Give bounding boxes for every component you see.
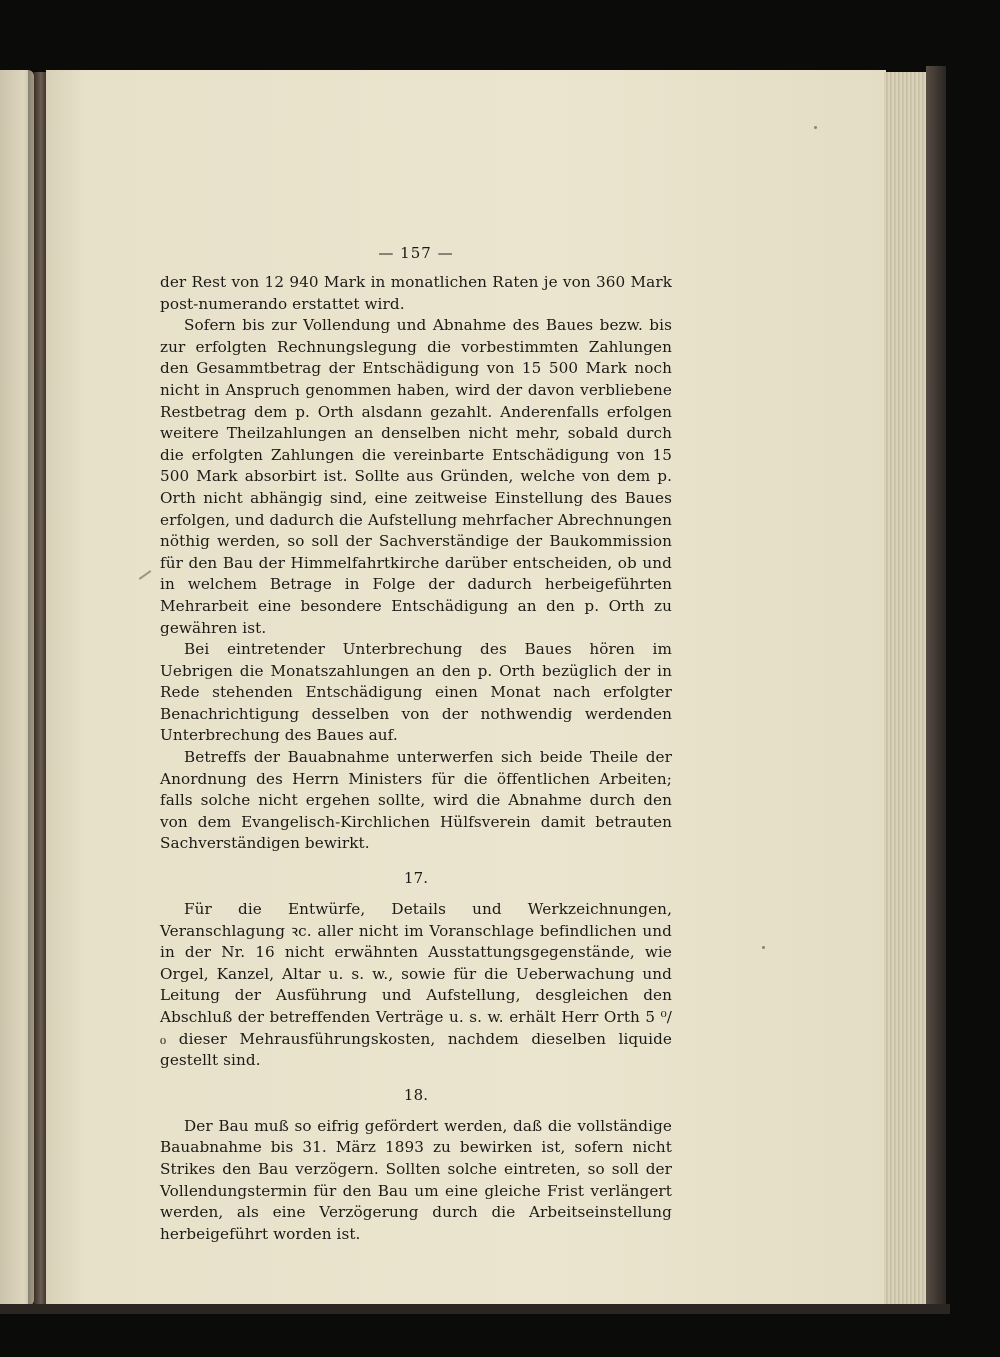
paragraph-section-18: Der Bau muß so eifrig gefördert werden, daß die vollständige Bauabnahme bis 31. März 1893 zu bewirken ist, sofern nicht Strikes den Bau verzögern. Sollten solche eintreten, so soll der Vollendungstermin für den Bau um eine gleiche Frist verlängert werden, als eine Verzögerung durch die Arbeitseinstellung herbeigeführt worden ist.: [160, 1116, 672, 1243]
paragraph-continuation: der Rest von 12 940 Mark in monatlichen Raten je von 360 Mark post-numerando erstattet wird.: [160, 273, 672, 313]
paragraph-section-17: Für die Entwürfe, Details und Werkzeichnungen, Veranschlagung ꝛc. aller nicht im Voranschlage befindlichen und in der Nr. 16 nicht erwähnten Ausstattungsgegenstände, wie Orgel, Kanzel, Altar u. s. w., sowie für die Ueberwachung und Leitung der Ausführung und Aufstellung, desgleichen den Abschluß der betreffenden Verträge u. s. w. erhält Herr Orth 5 ⁰/₀ dieser Mehrausführungskosten, nachdem dieselben liquide gestellt sind.: [160, 900, 672, 1070]
paragraph-payment-terms: Sofern bis zur Vollendung und Abnahme des Baues bezw. bis zur erfolgten Rechnungslegung die vorbestimmten Zahlungen den Gesammtbetrag der Entschädigung von 15 500 Mark noch nicht in Anspruch genommen haben, wird der davon verbliebene Restbetrag dem p. Orth alsdann gezahlt. Anderenfalls erfolgen weitere Theilzahlungen an denselben nicht mehr, sobald durch die erfolgten Zahlungen die vereinbarte Entschädigung von 15 500 Mark absorbirt ist. Sollte aus Gründen, welche von dem p. Orth nicht abhängig sind, eine zeitweise Einstellung des Baues erfolgen, und dadurch die Aufstellung mehrfacher Abrechnungen nöthig werden, so soll der Sachverständige der Baukommission für den Bau der Himmelfahrtkirche darüber entscheiden, ob und in welchem Betrage in Folge der dadurch herbeigeführten Mehrarbeit eine besondere Entschädigung an den p. Orth zu gewähren ist.: [160, 316, 672, 637]
page-number: — 157 —: [378, 244, 454, 262]
page-edges: [884, 72, 931, 1304]
left-page-edge: [0, 70, 34, 1306]
paper-speck: [762, 946, 765, 949]
page-text: [160, 240, 672, 1245]
paragraph-acceptance: Betreffs der Bauabnahme unterwerfen sich beide Theile der Anordnung des Herrn Ministers für die öffentlichen Arbeiten; falls solche nicht ergehen sollte, wird die Abnahme durch den von dem Evangelisch-Kirchlichen Hülfsverein damit betrauten Sachverständigen bewirkt.: [160, 748, 672, 853]
section-heading-17: 17.: [403, 869, 429, 888]
paper-speck: [814, 126, 817, 129]
book-cover-edge: [926, 66, 946, 1306]
section-heading-18: 18.: [403, 1085, 429, 1104]
paragraph-interruption: Bei eintretender Unterbrechung des Baues hören im Uebrigen die Monatszahlungen an den p. Orth bezüglich der in Rede stehenden Entschädigung einen Monat nach erfolgter Benachrichtigung desselben von der nothwendig werdenden Unterbrechung des Baues auf.: [160, 640, 672, 745]
pencil-mark: [139, 570, 152, 580]
book-bottom-board: [0, 1304, 950, 1314]
